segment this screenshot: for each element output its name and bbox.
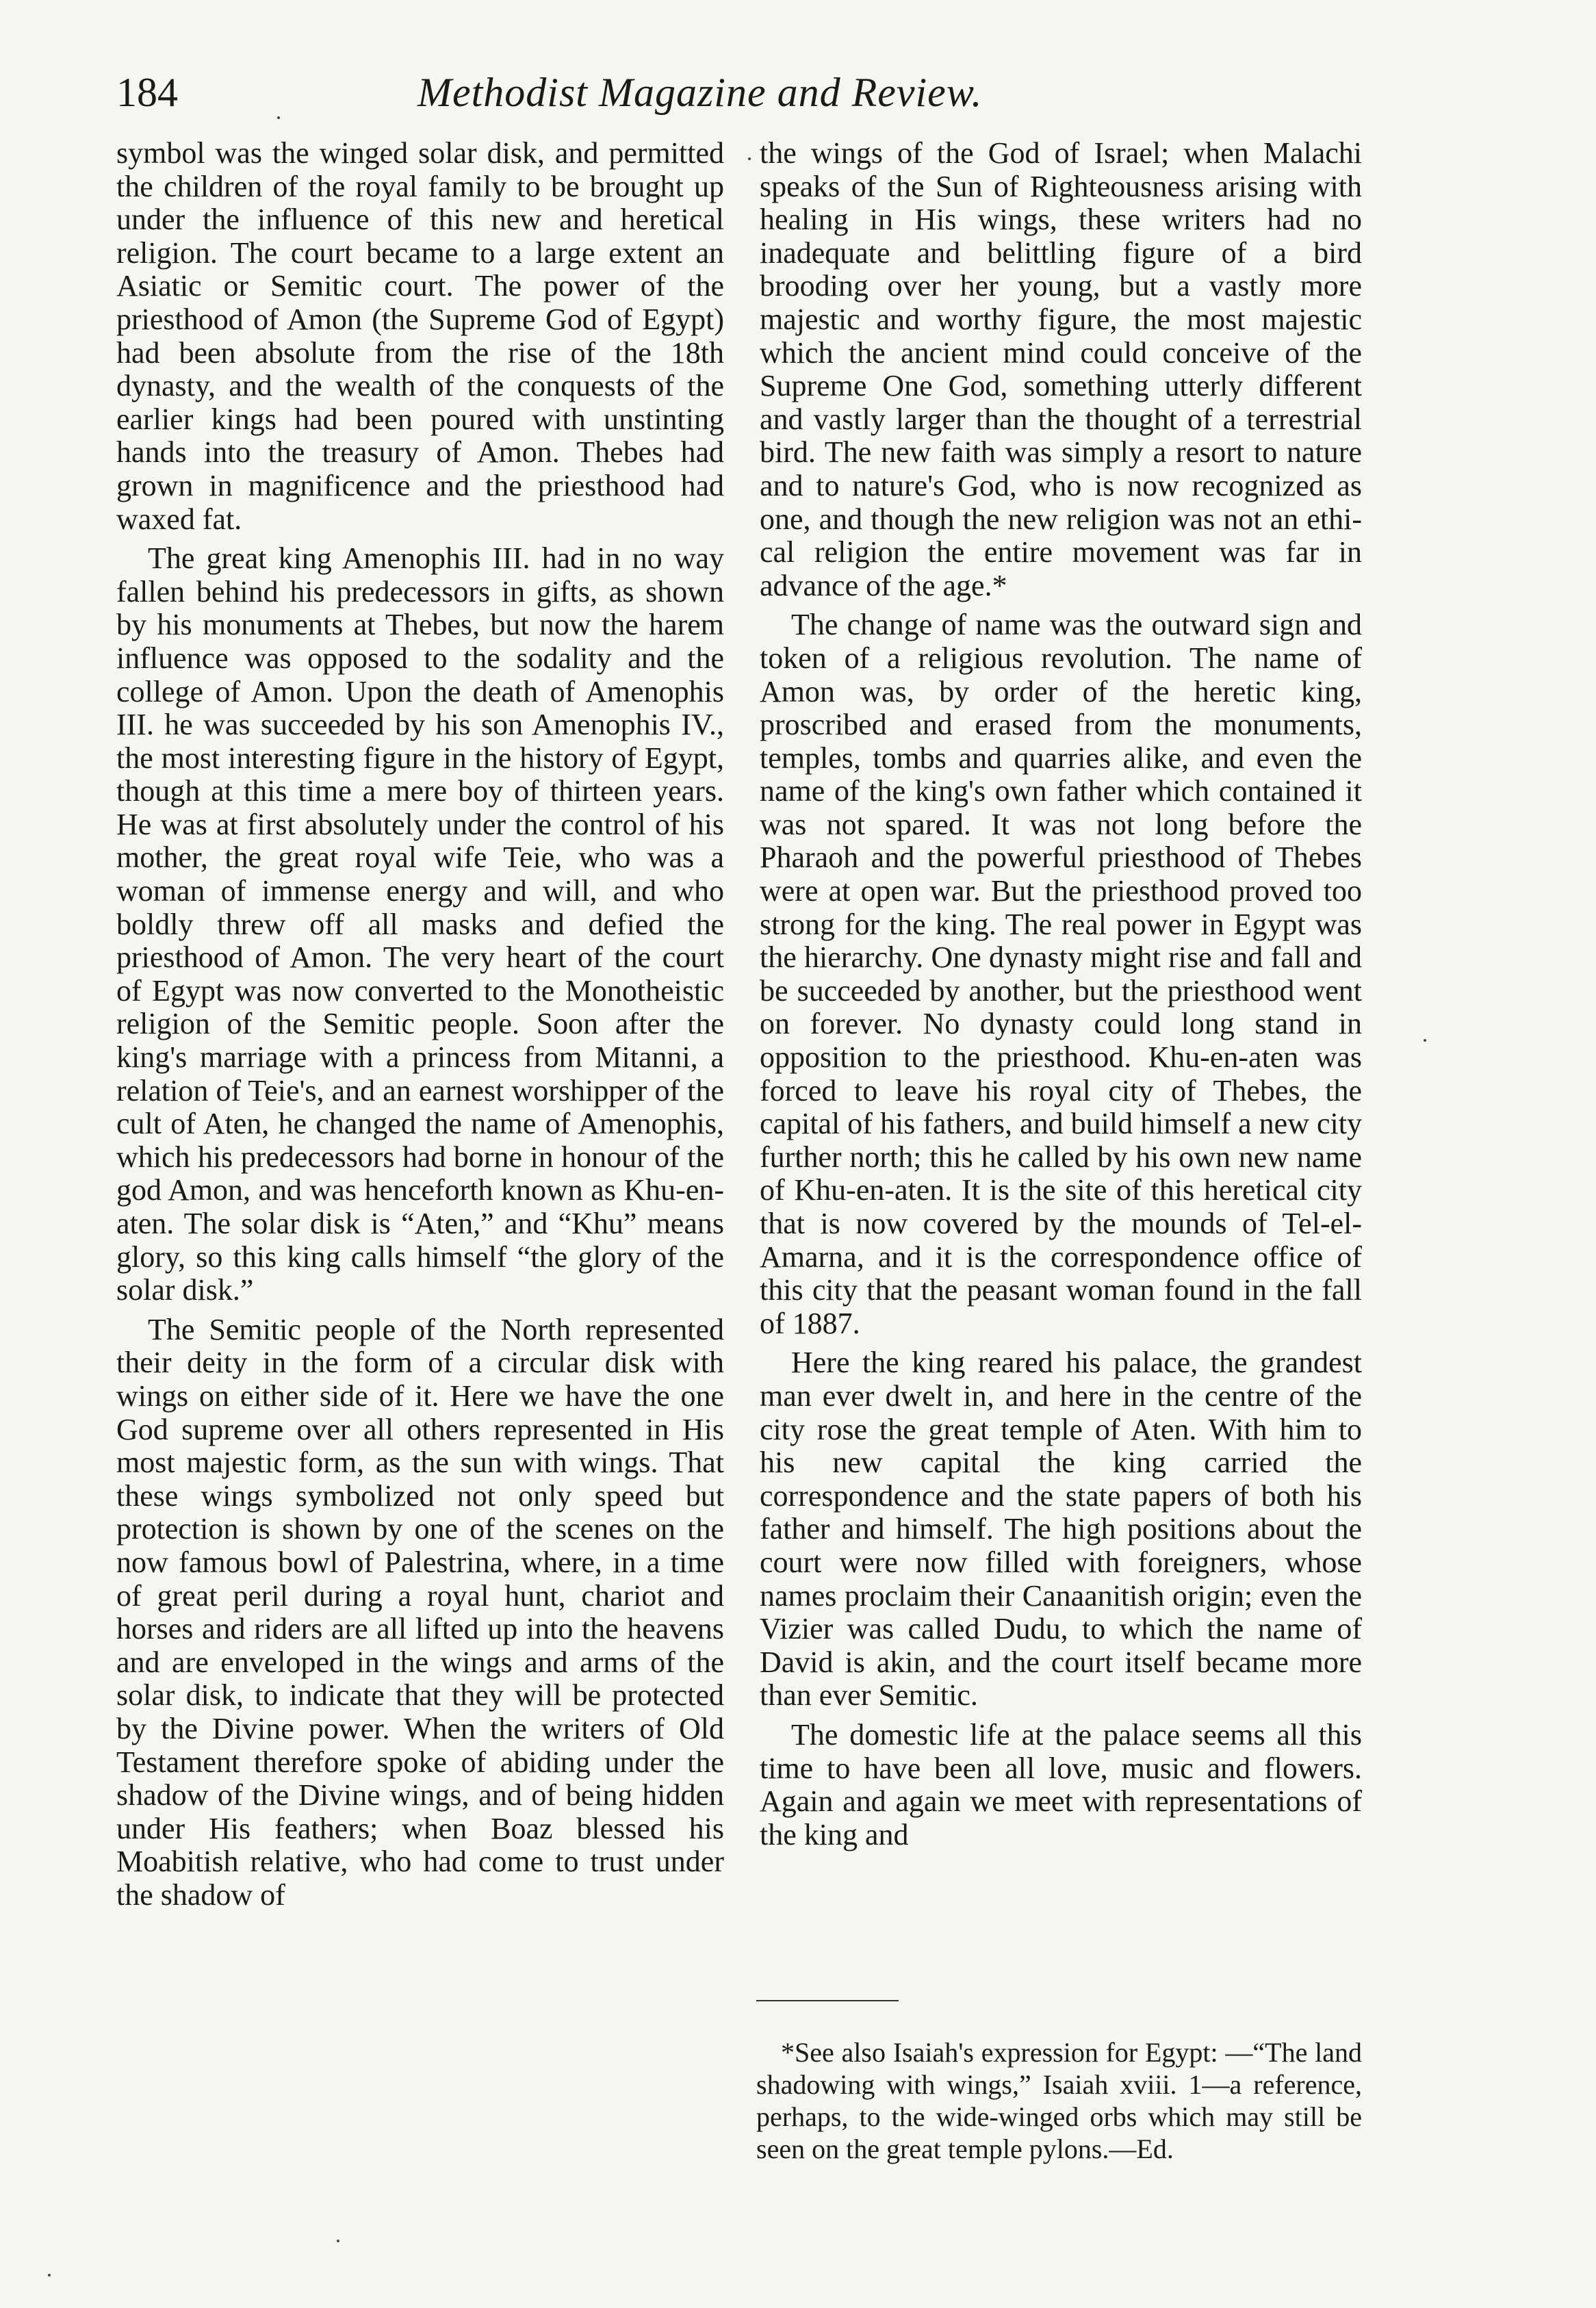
footnote-divider bbox=[756, 2000, 899, 2001]
print-speck bbox=[1424, 1039, 1426, 1042]
paragraph: Here the king reared his palace, the grandest man ever dwelt in, and here in the centre of the city rose the great temple of Aten. With him to his new capital the king carried the correspondence and the state papers of both his father and himself. The high positions about the court were now filled with foreigners, whose names proclaim their Canaanitish origin; even the Vizier was called Dudu, to which the name of David is akin, and the court itself became more than ever Semitic. bbox=[760, 1346, 1362, 1713]
footnote: *See also Isaiah's expression for Egypt: —“The land shadowing with wings,” Isaiah xviii. 1—a reference, perhaps, to the wide-winged orbs which may still be seen on the great temple pylons.—Ed. bbox=[756, 2037, 1362, 2164]
right-column bbox=[760, 137, 1362, 1858]
print-speck bbox=[277, 116, 280, 119]
paragraph: The great king Amenophis III. had in no way fallen behind his predecessors in gifts, as shown by his monuments at Thebes, but now the harem influence was opposed to the sodality and the college of Amon. Upon the death of Amenophis III. he was succeeded by his son Amenophis IV., the most interesting figure in the history of Egypt, though at this time a mere boy of thirteen years. He was at first absolutely under the control of his mother, the great royal wife Teie, who was a woman of immense energy and will, and who boldly threw off all masks and defied the priesthood of Amon. The very heart of the court of Egypt was now converted to the Monotheistic religion of the Semitic people. Soon after the king's marriage with a princess from Mitanni, a relation of Teie's, and an earnest worshipper of the cult of Aten, he changed the name of Amenophis, which his predecessors had borne in honour of the god Amon, and was henceforth known as Khu-en-aten. The solar disk is “Aten,” and “Khu” means glory, so this king calls himself “the glory of the solar disk.” bbox=[116, 541, 724, 1307]
paragraph: the wings of the God of Israel; when Malachi speaks of the Sun of Righteousness arising with healing in His wings, these writers had no inadequate and belittling figure of a bird brooding over her young, but a vastly more majestic and worthy figure, the most majestic which the ancient mind could conceive of the Supreme One God, something utterly different and vastly larger than the thought of a terrestrial bird. The new faith was simply a resort to nature and to nature's God, who is now recognized as one, and though the new religion was not an ethical religion the entire movement was far in advance of the age.* bbox=[760, 136, 1362, 602]
paragraph: The Semitic people of the North represented their deity in the form of a circular disk with wings on either side of it. Here we have the one God supreme over all others represented in His most majestic form, as the sun with wings. That these wings symbolized not only speed but protection is shown by one of the scenes on the now famous bowl of Palestrina, where, in a time of great peril during a royal hunt, chariot and horses and riders are all lifted up into the heavens and are enveloped in the wings and arms of the solar disk, to indicate that they will be protected by the Divine power. When the writers of Old Testament therefore spoke of abiding under the shadow of the Divine wings, and of being hidden under His feathers; when Boaz blessed his Moabitish relative, who had come to trust under the shadow of bbox=[116, 1312, 724, 1912]
page-number: 184 bbox=[116, 70, 178, 115]
page-header bbox=[116, 65, 1468, 127]
print-speck bbox=[48, 2274, 51, 2277]
print-speck bbox=[748, 157, 751, 160]
paragraph: symbol was the winged solar disk, and permitted the children of the royal family to be brought up under the influence of this new and heretical religion. The court became to a large extent an Asiatic or Semitic court. The power of the priesthood of Amon (the Supreme God of Egypt) had been absolute from the rise of the 18th dynasty, and the wealth of the conquests of the earlier kings had been poured with unstinting hands into the treasury of Amon. Thebes had grown in magnificence and the priesthood had waxed fat. bbox=[116, 136, 724, 536]
paragraph: The domestic life at the palace seems all this time to have been all love, music and flowers. Again and again we meet with representations of the king and bbox=[760, 1717, 1362, 1851]
print-speck bbox=[337, 2240, 339, 2242]
running-title: Methodist Magazine and Review. bbox=[417, 70, 983, 115]
left-column bbox=[116, 137, 724, 1918]
paragraph: The change of name was the outward sign and token of a religious revolution. The name of Amon was, by order of the heretic king, proscribed and erased from the monuments, temples, tombs and quarries alike, and even the name of the king's own father which contained it was not spared. It was not long before the Pharaoh and the powerful priesthood of Thebes were at open war. But the priesthood proved too strong for the king. The real power in Egypt was the hierarchy. One dynasty might rise and fall and be succeeded by another, but the priesthood went on forever. No dynasty could long stand in opposition to the priesthood. Khu-en-aten was forced to leave his royal city of Thebes, the capital of his fathers, and build himself a new city further north; this he called by his own new name of Khu-en-aten. It is the site of this heretical city that is now covered by the mounds of Tel-el-Amarna, and it is the correspondence office of this city that the peasant woman found in the fall of 1887. bbox=[760, 608, 1362, 1340]
